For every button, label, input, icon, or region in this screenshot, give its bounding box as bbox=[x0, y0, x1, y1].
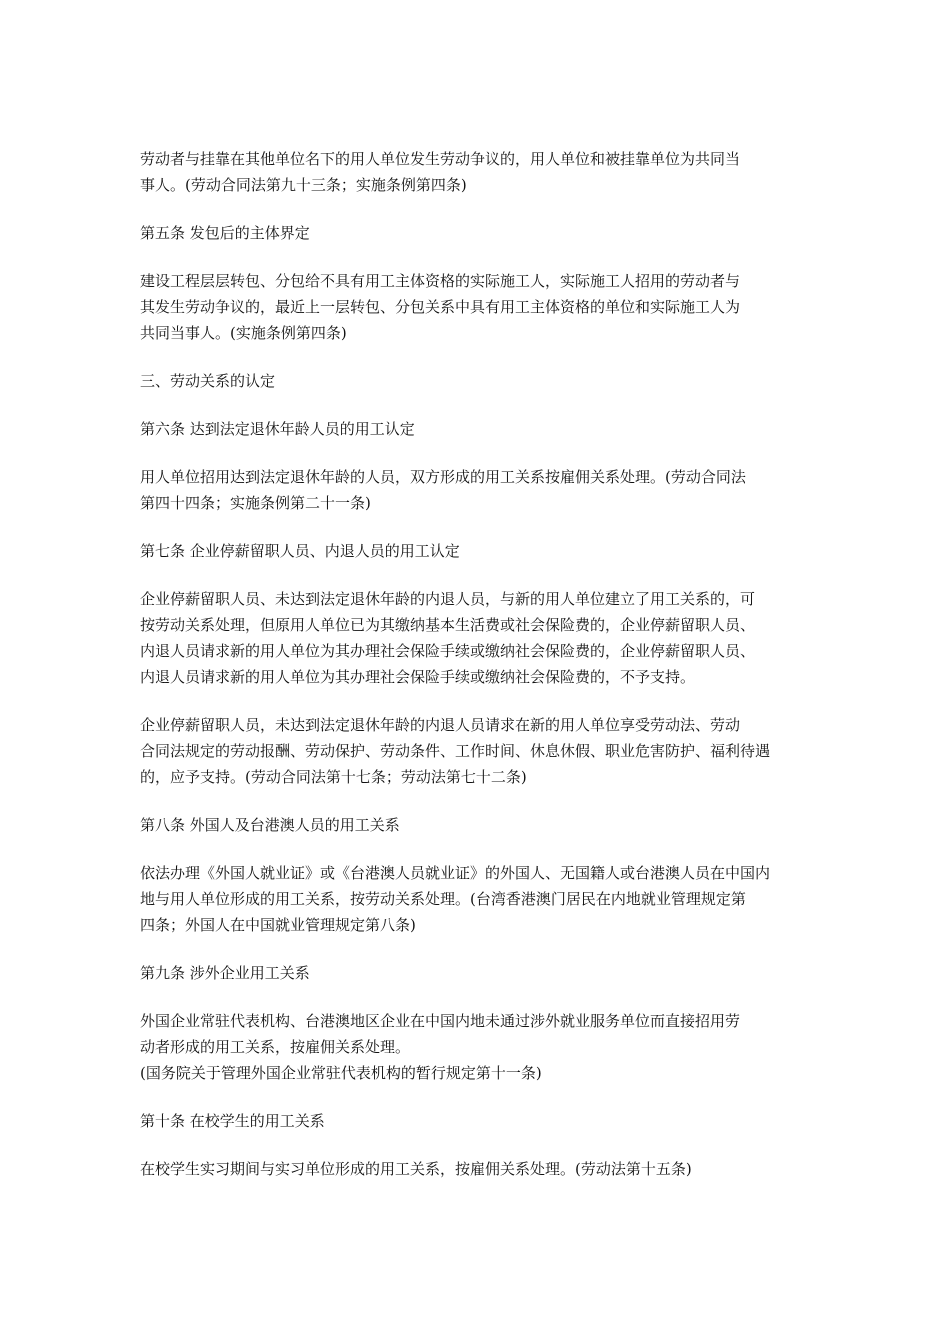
paragraph-subcontract-parties: 建设工程层层转包、分包给不具有用工主体资格的实际施工人，实际施工人招用的劳动者与 其发生劳动争议的，最近上一层转包、分包关系中具有用工主体资格的单位和实际施工人为 共同当事人。(实施条例第四条) bbox=[140, 272, 741, 342]
paragraph-students: 在校学生实习期间与实习单位形成的用工关系，按雇佣关系处理。(劳动法第十五条) bbox=[140, 1160, 692, 1178]
heading-article-10: 第十条 在校学生的用工关系 bbox=[140, 1112, 325, 1130]
document-page bbox=[140, 146, 820, 1204]
paragraph-affiliation-dispute: 劳动者与挂靠在其他单位名下的用人单位发生劳动争议的，用人单位和被挂靠单位为共同当 事人。(劳动合同法第九十三条；实施条例第四条) bbox=[140, 150, 741, 194]
heading-section-3: 三、劳动关系的认定 bbox=[140, 372, 276, 390]
paragraph-suspended-staff: 企业停薪留职人员、未达到法定退休年龄的内退人员，与新的用人单位建立了用工关系的，可 按劳动关系处理，但原用人单位已为其缴纳基本生活费或社会保险费的，企业停薪留职人员、 内退人员请求新的用人单位为其办理社会保险手续或缴纳社会保险费的，企业停薪留职人员、 内退人员请求新的用人单位为其办理社会保险手续或缴纳社会保险费的，不予支持。 bbox=[140, 590, 756, 686]
heading-article-9: 第九条 涉外企业用工关系 bbox=[140, 964, 310, 982]
paragraph-foreign-workers: 依法办理《外国人就业证》或《台港澳人员就业证》的外国人、无国籍人或台港澳人员在中国内 地与用人单位形成的用工关系，按劳动关系处理。(台湾香港澳门居民在内地就业管理规定第 四条；外国人在中国就业管理规定第八条) bbox=[140, 864, 771, 934]
paragraph-foreign-enterprise: 外国企业常驻代表机构、台港澳地区企业在中国内地未通过涉外就业服务单位而直接招用劳 动者形成的用工关系，按雇佣关系处理。 (国务院关于管理外国企业常驻代表机构的暂行规定第十一条) bbox=[140, 1012, 741, 1082]
heading-article-5: 第五条 发包后的主体界定 bbox=[140, 224, 310, 242]
heading-article-7: 第七条 企业停薪留职人员、内退人员的用工认定 bbox=[140, 542, 460, 560]
paragraph-suspended-staff-rights: 企业停薪留职人员，未达到法定退休年龄的内退人员请求在新的用人单位享受劳动法、劳动 合同法规定的劳动报酬、劳动保护、劳动条件、工作时间、休息休假、职业危害防护、福利待遇 的，应予支持。(劳动合同法第十七条；劳动法第七十二条) bbox=[140, 716, 771, 786]
heading-article-6: 第六条 达到法定退休年龄人员的用工认定 bbox=[140, 420, 415, 438]
paragraph-retirement-age: 用人单位招用达到法定退休年龄的人员，双方形成的用工关系按雇佣关系处理。(劳动合同法 第四十四条；实施条例第二十一条) bbox=[140, 468, 746, 512]
heading-article-8: 第八条 外国人及台港澳人员的用工关系 bbox=[140, 816, 400, 834]
